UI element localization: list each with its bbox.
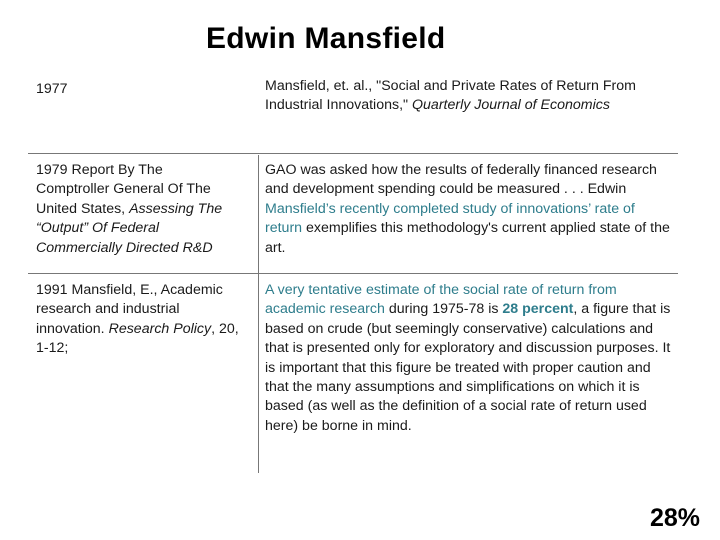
row3-text1: during 1975-78 is <box>384 301 503 318</box>
row3-highlight1: A very tentative estimate of the social rate of return from academic research <box>265 282 617 318</box>
row1-journal: Quarterly Journal of Economics <box>412 97 610 114</box>
row3-text2: , a figure that is based on crude (but seemingly conservative) calculations and that is presented only for exploratory and discussion purposes. It is important that this figure be treated with proper caution and that the many assumptions and simplifications on which it is based (as well as the definition of a social rate of return used here) be borne in mind. <box>265 301 671 434</box>
row2-report <box>36 161 252 258</box>
column-divider <box>258 155 259 473</box>
row1-year: 1977 <box>36 81 68 97</box>
row3-description <box>265 281 675 436</box>
row3-text-end: , 20, 1-12; <box>36 320 239 357</box>
footer-percent: 28% <box>650 504 701 532</box>
row2-line2: Comptroller General Of The <box>36 181 211 198</box>
row2-description <box>265 161 675 258</box>
row3-citation <box>36 281 252 359</box>
row2-highlight: Mansfield’s recently completed study of innovations’ rate of return <box>265 200 635 237</box>
row2-line5: Commercially Directed R&D <box>36 239 213 256</box>
row3-journal: Research Policy <box>108 320 212 337</box>
row3-highlight-bold: 28 percent <box>502 301 574 318</box>
row1-citation-text: Mansfield, et. al., "Social and Private Rates of Return From Industrial Innovations," <box>265 78 636 114</box>
row2-text1: GAO was asked how the results of federally financed research and development spending could be measured . . . Edwin <box>265 162 657 198</box>
page-title: Edwin Mansfield <box>206 22 446 55</box>
row2-text2: exemplifies this methodology's current applied state of the art. <box>265 220 670 256</box>
row-divider <box>28 153 678 154</box>
row3-text: 1991 Mansfield, E., Academic research and industrial innovation. <box>36 282 223 337</box>
row2-line1: 1979 Report By The <box>36 162 163 178</box>
row-divider <box>28 273 678 274</box>
row2-line3-italic: Assessing The <box>129 200 223 217</box>
row2-line4: “Output” Of Federal <box>36 220 160 237</box>
row1-citation <box>265 77 675 116</box>
row2-line3: United States, <box>36 200 130 217</box>
